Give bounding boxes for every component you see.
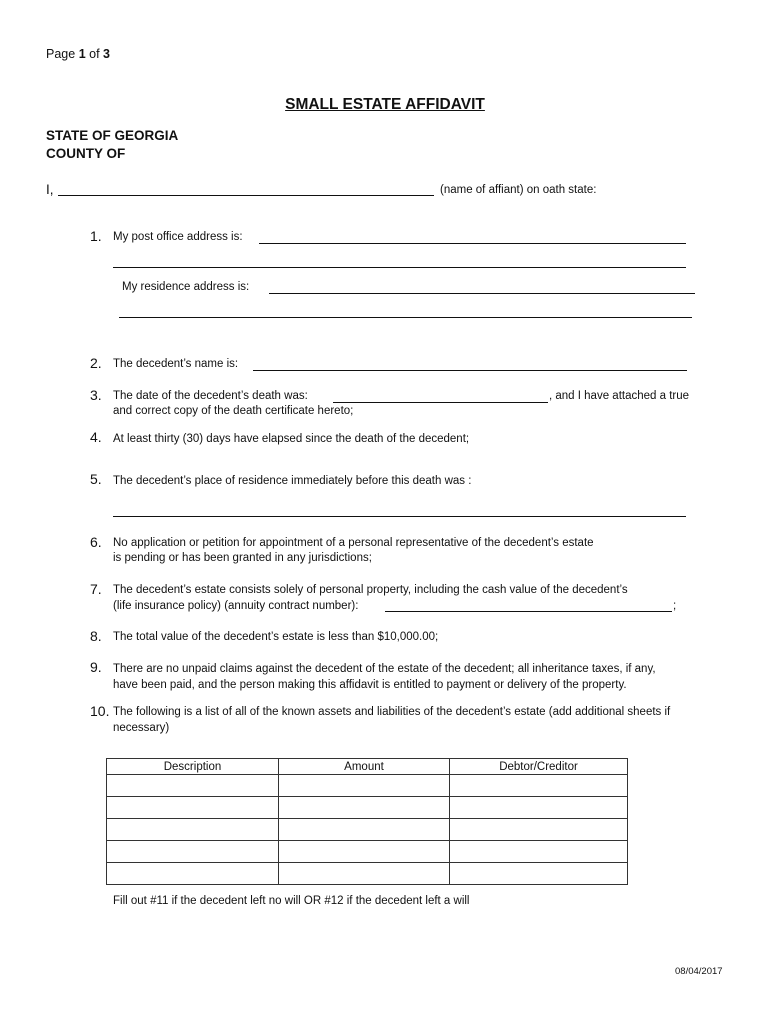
table-row <box>107 841 628 863</box>
item-number-8: 8. <box>90 628 102 644</box>
table-cell[interactable] <box>279 775 450 797</box>
column-header-debtor-creditor: Debtor/Creditor <box>450 759 628 775</box>
residence-address-field-2[interactable] <box>119 317 692 318</box>
item-2-label: The decedent’s name is: <box>113 358 239 370</box>
item-number-5: 5. <box>90 471 102 487</box>
item-8-text: The total value of the decedent’s estate is less than $10,000.00; <box>113 631 439 643</box>
item-1-residence-label: My residence address is: <box>122 281 250 293</box>
county-heading: COUNTY OF <box>46 146 126 161</box>
item-10-line-2: necessary) <box>113 722 170 734</box>
table-cell[interactable] <box>107 819 279 841</box>
item-number-10: 10. <box>90 703 110 719</box>
affiant-name-field[interactable] <box>58 195 434 196</box>
item-7-semicolon: ; <box>673 600 677 612</box>
item-3-line-2: and correct copy of the death certificate hereto; <box>113 405 354 417</box>
item-7-line-1: The decedent’s estate consists solely of personal property, including the cash value of the decedent’s <box>113 584 628 596</box>
table-row <box>107 819 628 841</box>
document-title: SMALL ESTATE AFFIDAVIT <box>285 96 485 113</box>
item-7-line-2: (life insurance policy) (annuity contract number): <box>113 600 359 612</box>
decedent-name-field[interactable] <box>253 370 687 371</box>
table-cell[interactable] <box>450 775 628 797</box>
table-cell[interactable] <box>450 797 628 819</box>
item-number-2: 2. <box>90 355 102 371</box>
fill-out-instruction: Fill out #11 if the decedent left no will OR #12 if the decedent left a will <box>113 895 470 907</box>
place-of-residence-field[interactable] <box>113 516 686 517</box>
table-cell[interactable] <box>279 863 450 885</box>
death-date-field[interactable] <box>333 402 548 403</box>
table-header-row <box>107 759 628 775</box>
policy-number-field[interactable] <box>385 611 672 612</box>
item-6-line-1: No application or petition for appointment of a personal representative of the decedent’s estate <box>113 537 594 549</box>
table-cell[interactable] <box>107 775 279 797</box>
affiant-line: I, <box>46 182 54 197</box>
item-number-7: 7. <box>90 581 102 597</box>
item-4-text: At least thirty (30) days have elapsed since the death of the decedent; <box>113 433 470 445</box>
table-cell[interactable] <box>450 819 628 841</box>
page-number: Page 1 of 3 <box>46 47 110 61</box>
table-cell[interactable] <box>107 841 279 863</box>
item-3-continuation: , and I have attached a true <box>549 390 690 402</box>
table-row <box>107 775 628 797</box>
table-cell[interactable] <box>107 863 279 885</box>
post-office-address-field[interactable] <box>259 243 686 244</box>
table-cell[interactable] <box>279 819 450 841</box>
post-office-address-field-2[interactable] <box>113 267 686 268</box>
table-cell[interactable] <box>107 797 279 819</box>
item-6-line-2: is pending or has been granted in any jurisdictions; <box>113 552 372 564</box>
item-number-6: 6. <box>90 534 102 550</box>
item-number-4: 4. <box>90 429 102 445</box>
item-1-post-label: My post office address is: <box>113 231 243 243</box>
table-cell[interactable] <box>450 841 628 863</box>
item-10-line-1: The following is a list of all of the known assets and liabilities of the decedent’s estate (add additional sheets if <box>113 706 671 718</box>
item-9-line-1: There are no unpaid claims against the decedent of the estate of the decedent; all inheritance taxes, if any, <box>113 663 656 675</box>
table-cell[interactable] <box>279 797 450 819</box>
item-number-1: 1. <box>90 228 102 244</box>
column-header-description: Description <box>107 759 279 775</box>
item-number-9: 9. <box>90 659 102 675</box>
item-number-3: 3. <box>90 387 102 403</box>
affiant-suffix: (name of affiant) on oath state: <box>440 184 597 196</box>
revision-date: 08/04/2017 <box>675 966 723 977</box>
item-3-label: The date of the decedent’s death was: <box>113 390 308 402</box>
table-row <box>107 797 628 819</box>
item-5-text: The decedent’s place of residence immediately before this death was : <box>113 475 472 487</box>
state-heading: STATE OF GEORGIA <box>46 128 179 143</box>
item-9-line-2: have been paid, and the person making this affidavit is entitled to payment or delivery of the property. <box>113 679 627 691</box>
table-row <box>107 863 628 885</box>
residence-address-field[interactable] <box>269 293 695 294</box>
assets-liabilities-table <box>106 758 628 885</box>
table-cell[interactable] <box>279 841 450 863</box>
column-header-amount: Amount <box>279 759 450 775</box>
table-cell[interactable] <box>450 863 628 885</box>
